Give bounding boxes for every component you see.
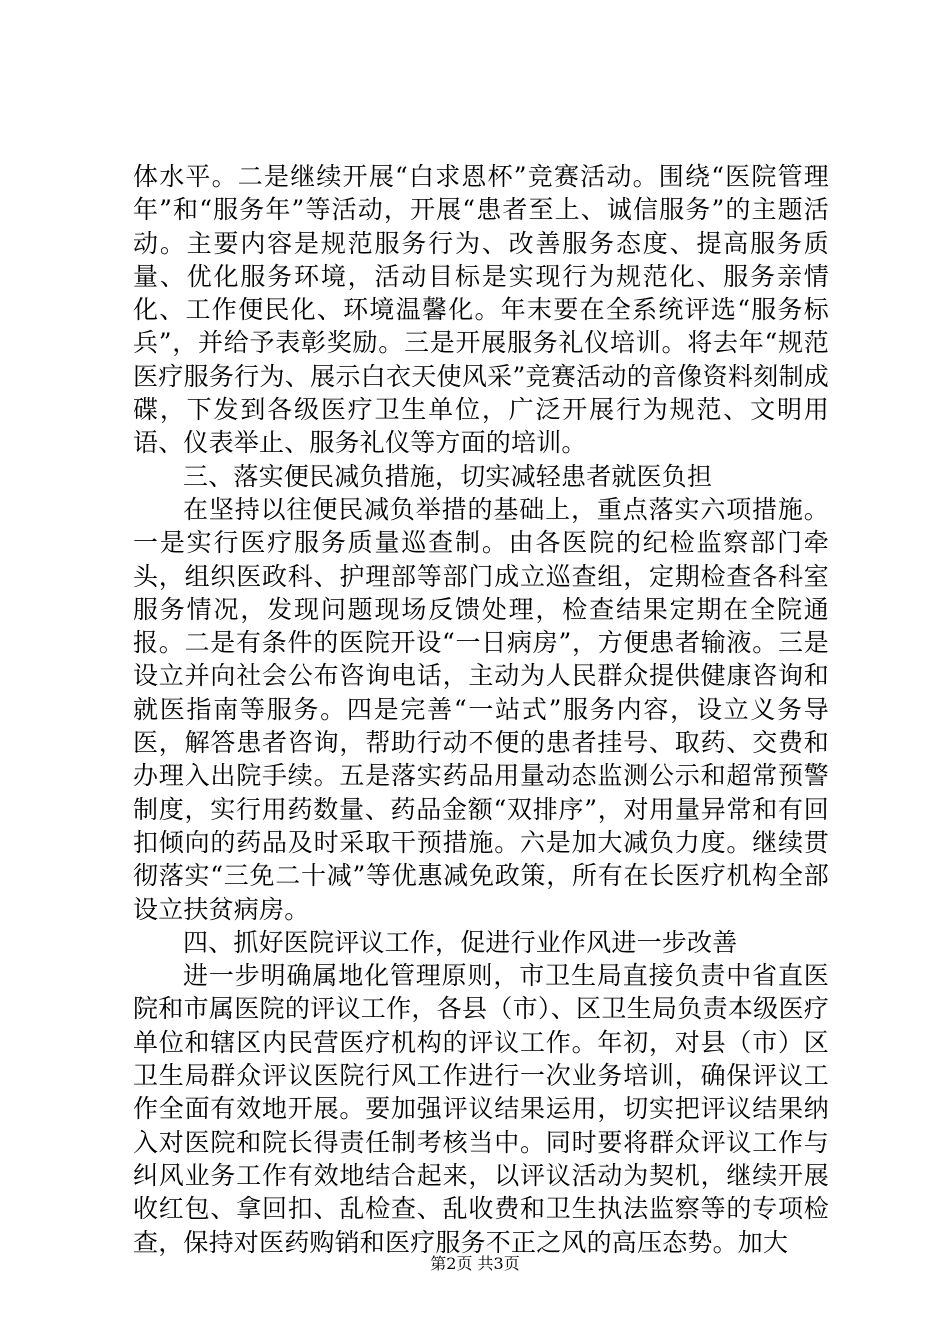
document-body [133,160,829,1259]
page-number-footer: 第2页 共3页 [430,1254,520,1273]
paragraph-six-measures: 在坚持以往便民减负举措的基础上，重点落实六项措施。一是实行医疗服务质量巡查制。由各医院的纪检监察部门牵头，组织医政科、护理部等部门成立巡查组，定期检查各科室服务情况，发现问题现场反馈处理，检查结果定期在全院通报。二是有条件的医院开设“一日病房”，方便患者输液。三是设立并向社会公布咨询电话，主动为人民群众提供健康咨询和就医指南等服务。四是完善“一站式”服务内容，设立义务导医，解答患者咨询，帮助行动不便的患者挂号、取药、交费和办理入出院手续。五是落实药品用量动态监测公示和超常预警制度，实行用药数量、药品金额“双排序”，对用量异常和有回扣倾向的药品及时采取干预措施。六是加大减负力度。继续贯彻落实“三免二十减”等优惠减免政策，所有在长医疗机构全部设立扶贫病房。 [133,494,829,924]
paragraph-service-activities: 体水平。二是继续开展“白求恩杯”竞赛活动。围绕“医院管理年”和“服务年”等活动，开展“患者至上、诚信服务”的主题活动。主要内容是规范服务行为、改善服务态度、提高服务质量、优化服务环境，活动目标是实现行为规范化、服务亲情化、工作便民化、环境温馨化。年末要在全系统评选“服务标兵”，并给予表彰奖励。三是开展服务礼仪培训。将去年“规范医疗服务行为、展示白衣天使风采”竞赛活动的音像资料刻制成碟，下发到各级医疗卫生单位，广泛开展行为规范、文明用语、仪表举止、服务礼仪等方面的培训。 [133,162,829,458]
section-heading-four: 四、抓好医院评议工作，促进行业作风进一步改善 [183,927,738,957]
paragraph-hospital-evaluation: 进一步明确属地化管理原则，市卫生局直接负责中省直医院和市属医院的评议工作，各县（市）、区卫生局负责本级医疗单位和辖区内民营医疗机构的评议工作。年初，对县（市）区卫生局群众评议医院行风工作进行一次业务培训，确保评议工作全面有效地开展。要加强评议结果运用，切实把评议结果纳入对医院和院长得责任制考核当中。同时要将群众评议工作与纠风业务工作有效地结合起来，以评议活动为契机，继续开展收红包、拿回扣、乱检查、乱收费和卫生执法监察等的专项检查，保持对医药购销和医疗服务不正之风的高压态势。加大 [133,961,829,1257]
section-heading-three: 三、落实便民减负措施，切实减轻患者就医负担 [183,461,713,491]
